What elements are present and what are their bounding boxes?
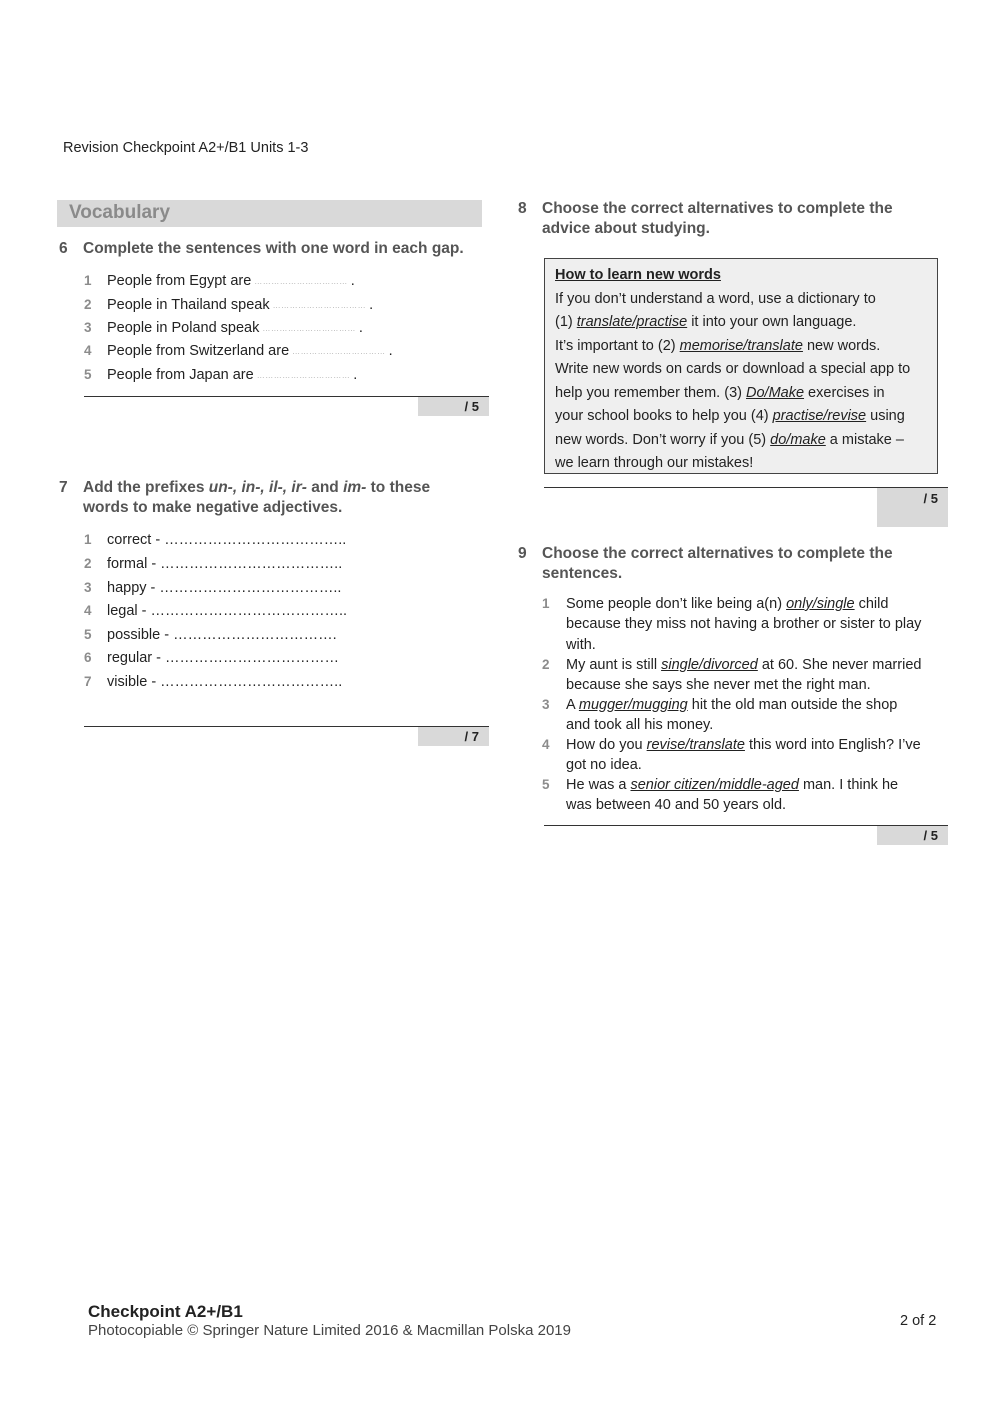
list-item: 4 How do you revise/translate this word into English? I’ve got no idea.: [542, 737, 921, 774]
question-number: 9: [518, 545, 527, 562]
item-number: 2: [84, 556, 92, 571]
page-number: 2 of 2: [900, 1313, 937, 1329]
question-9-heading: [518, 544, 962, 584]
instruction-text: to these: [366, 479, 431, 496]
item-number: 6: [84, 650, 92, 665]
instruction-text: and: [306, 479, 344, 496]
page-header: Revision Checkpoint A2+/B1 Units 1-3: [63, 140, 309, 156]
question-6-heading: [59, 239, 503, 259]
footer-copyright: Photocopiable © Springer Nature Limited 2016 & Macmillan Polska 2019: [88, 1322, 571, 1339]
item-number: 1: [84, 532, 92, 547]
score-box: / 5: [877, 488, 948, 527]
item-text: People in Thailand speak: [107, 297, 270, 313]
item-text: legal - …………………………………..: [107, 603, 348, 619]
list-item: 2 My aunt is still single/divorced at 60. She never married because she says she never met the right man.: [542, 657, 922, 694]
section-title: Vocabulary: [69, 202, 171, 223]
instruction-text: Choose the correct alternatives to complete the: [542, 545, 893, 562]
answer-gap[interactable]: ……………………………: [254, 276, 348, 286]
item-text: happy - ………………………………..: [107, 580, 342, 596]
item-text: People in Poland speak: [107, 320, 260, 336]
item-number: 3: [84, 580, 92, 595]
question-8-heading: [518, 199, 962, 239]
prefix-list: un-, in-, il-, ir-: [208, 479, 307, 496]
section-title-bar: [57, 200, 482, 227]
box-line: help you remember them. (3) Do/Make exercises in: [555, 384, 885, 401]
item-text: formal - ………………………………..: [107, 556, 343, 572]
list-item: 1 Some people don’t like being a(n) only/single child because they miss not having a brother or sister to play with.: [542, 596, 922, 653]
item-number: 4: [542, 737, 550, 752]
question-instruction: Complete the sentences with one word in each gap.: [83, 240, 464, 257]
box-line: It’s important to (2) memorise/translate new words.: [555, 337, 881, 354]
list-item: 1 People from Egypt are …………………………… .: [84, 273, 355, 289]
list-item: 3 A mugger/mugging hit the old man outside the shop and took all his money.: [542, 697, 898, 734]
item-text: correct - ………………………………..: [107, 532, 347, 548]
alternative-choice[interactable]: translate/practise: [576, 314, 688, 330]
item-number: 5: [84, 627, 92, 642]
list-item: [84, 603, 348, 619]
answer-gap[interactable]: ……………………………: [262, 323, 356, 333]
instruction-text: Choose the correct alternatives to complete the: [542, 200, 893, 217]
box-line: we learn through our mistakes!: [555, 455, 754, 471]
item-text: visible - ………………………………..: [107, 674, 343, 690]
item-number: 7: [84, 674, 92, 689]
answer-gap[interactable]: ……………………………: [272, 300, 367, 310]
item-number: 2: [84, 297, 92, 312]
list-item: [84, 674, 343, 690]
box-title: How to learn new words: [555, 267, 721, 283]
answer-gap[interactable]: ……………………………: [292, 346, 386, 356]
question-number: 8: [518, 200, 527, 217]
list-item: [84, 650, 340, 666]
item-number: 1: [84, 273, 92, 288]
list-item: 3 People in Poland speak …………………………… .: [84, 320, 363, 336]
alternative-choice[interactable]: Do/Make: [746, 384, 805, 401]
footer-title: Checkpoint A2+/B1: [88, 1302, 243, 1321]
score-box: / 5: [877, 826, 948, 845]
item-number: 1: [542, 596, 550, 611]
box-line: new words. Don’t worry if you (5) do/make a mistake –: [555, 431, 904, 448]
list-item: [84, 556, 343, 572]
box-line: (1) translate/practise it into your own language.: [555, 314, 857, 330]
list-item: [84, 580, 342, 596]
item-text: People from Switzerland are: [107, 343, 290, 359]
box-line: your school books to help you (4) practise/revise using: [555, 408, 905, 424]
item-text: regular - ………………………………: [107, 650, 340, 666]
prefix-list: im-: [343, 479, 367, 496]
item-text: possible - …………………………….: [107, 627, 337, 643]
alternative-choice[interactable]: revise/translate: [646, 737, 745, 753]
instruction-text: words to make negative adjectives.: [83, 499, 343, 516]
alternative-choice[interactable]: memorise/translate: [679, 337, 803, 354]
item-number: 3: [84, 320, 92, 335]
list-item: 5 People from Japan are …………………………… .: [84, 367, 358, 383]
question-number: 6: [59, 240, 68, 257]
alternative-choice[interactable]: mugger/mugging: [578, 697, 688, 713]
alternative-choice[interactable]: practise/revise: [772, 408, 867, 424]
item-number: 5: [542, 777, 550, 792]
item-text: People from Japan are: [107, 367, 254, 383]
alternative-choice[interactable]: senior citizen/middle-aged: [630, 777, 799, 793]
box-line: Write new words on cards or download a special app to: [555, 361, 911, 377]
list-item: 4 People from Switzerland are …………………………… .: [84, 343, 393, 359]
list-item: [84, 627, 337, 643]
answer-gap[interactable]: ……………………………: [256, 370, 351, 380]
item-number: 2: [542, 657, 550, 672]
item-number: 3: [542, 697, 550, 712]
study-advice-box: [544, 258, 938, 474]
box-line: If you don’t understand a word, use a dictionary to: [555, 290, 876, 307]
alternative-choice[interactable]: only/single: [786, 596, 855, 612]
item-text: People from Egypt are: [107, 273, 252, 289]
instruction-text: sentences.: [542, 565, 623, 582]
alternative-choice[interactable]: do/make: [770, 431, 826, 448]
item-number: 4: [84, 603, 92, 618]
question-number: 7: [59, 479, 68, 496]
item-number: 4: [84, 343, 92, 358]
score-box: / 5: [418, 397, 489, 416]
item-number: 5: [84, 367, 92, 382]
instruction-text: advice about studying.: [542, 220, 710, 237]
alternative-choice[interactable]: single/divorced: [661, 657, 758, 673]
score-box: / 7: [418, 727, 489, 746]
instruction-text: Add the prefixes: [83, 479, 209, 496]
question-7-heading: [59, 478, 503, 518]
list-item: 2 People in Thailand speak …………………………… .: [84, 297, 374, 313]
list-item: [84, 532, 347, 548]
list-item: 5 He was a senior citizen/middle-aged man. I think he was between 40 and 50 years old.: [542, 777, 899, 814]
